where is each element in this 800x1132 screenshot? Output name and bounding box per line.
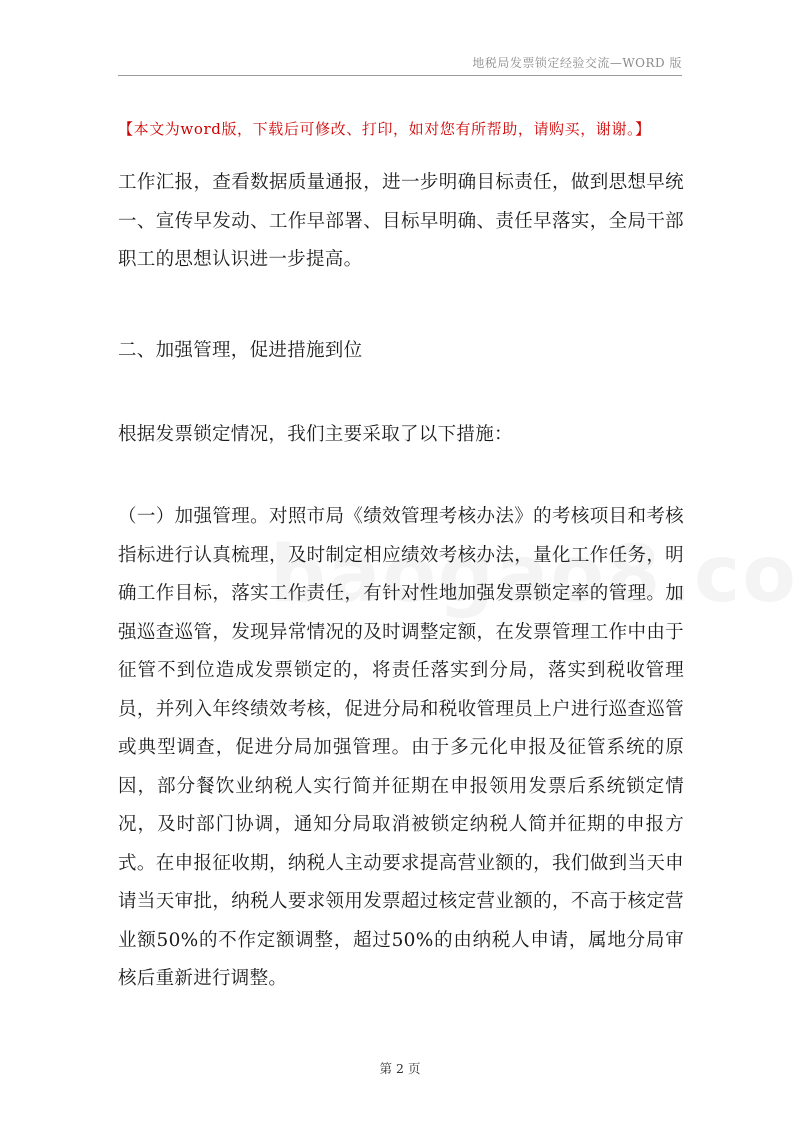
section-heading: 二、加强管理，促进措施到位 [118,340,363,361]
header-text: 地税局发票锁定经验交流—WORD 版 [472,56,682,70]
page-number: 第 2 页 [379,1061,421,1076]
body-paragraph-1: 工作汇报，查看数据质量通报，进一步明确目标责任，做到思想早统一、宣传早发动、工作早部署、目标早明确、责任早落实，全局干部职工的思想认识进一步提高。 [118,172,684,270]
body-paragraph-3: （一）加强管理。对照市局《绩效管理考核办法》的考核项目和考核指标进行认真梳理，及时制定相应绩效考核办法，量化工作任务，明确工作目标，落实工作责任，有针对性地加强发票锁定率的管理。加强巡查巡管，发现异常情况的及时调整定额，在发票管理工作中由于征管不到位造成发票锁定的，将责任落实到分局，落实到税收管理员，并列入年终绩效考核，促进分局和税收管理员上户进行巡查巡管或典型调查，促进分局加强管理。由于多元化申报及征管系统的原因，部分餐饮业纳税人实行简并征期在申报领用发票后系统锁定情况，及时部门协调，通知分局取消被锁定纳税人简并征期的申报方式。在申报征收期，纳税人主动要求提高营业额的，我们做到当天申请当天审批，纳税人要求领用发票超过核定营业额的，不高于核定营业额50%的不作定额调整，超过50%的由纳税人申请，属地分局审核后重新进行调整。 [118,506,684,989]
body-paragraph-2: 根据发票锁定情况，我们主要采取了以下措施： [118,424,513,445]
download-notice: 【本文为word版，下载后可修改、打印，如对您有所帮助，请购买，谢谢。】 [118,120,651,138]
header-rule [118,75,682,76]
